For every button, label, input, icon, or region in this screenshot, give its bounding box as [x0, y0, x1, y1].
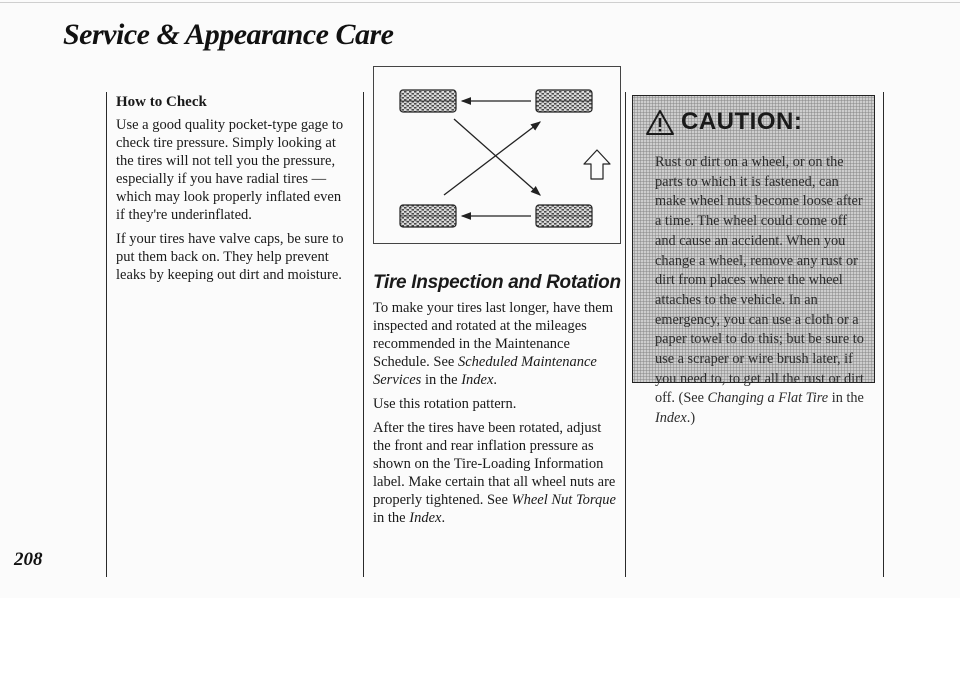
tire-rotation-paragraph-2: Use this rotation pattern. — [373, 396, 517, 412]
paragraph-text: in the — [373, 510, 410, 526]
paragraph-text: in the — [421, 372, 462, 388]
tire-rotation-paragraph-3 — [373, 419, 621, 527]
how-to-check-paragraph-2: If your tires have valve caps, be sure to put them back on. They help prevent leaks by keeping out dirt and moisture. — [116, 231, 344, 283]
caution-text — [655, 153, 870, 429]
cross-reference: Changing a Flat Tire — [707, 390, 829, 407]
index-reference: Index — [461, 372, 494, 388]
column-rule-left — [106, 92, 107, 577]
tire-rotation-heading: Tire Inspection and Rotation — [373, 272, 621, 293]
column-rule-far-right — [883, 92, 884, 577]
tire-icon — [536, 205, 592, 227]
footer-band — [0, 598, 960, 677]
tire-rotation-section — [373, 274, 621, 533]
page-title: Service & Appearance Care — [63, 18, 394, 51]
how-to-check-section — [116, 93, 352, 290]
how-to-check-paragraph-1: Use a good quality pocket-type gage to check tire pressure. Simply looking at the tires will not tell you the pressure, especially if you have radial tires — which may look properly inflated even if they're underinflated. — [116, 117, 344, 223]
cross-reference: Wheel Nut Torque — [511, 492, 616, 508]
caution-body: Rust or dirt on a wheel, or on the parts to which it is fastened, can make wheel nuts become loose after a time. The wheel could come off and cause an accident. When you change a wheel, remove any rust or dirt from places where the wheel attaches to the vehicle. In an emergency, you can use a cloth or a paper towel to do this; but be sure to use a scraper or wire brush later, if you need to, to get all the rust or dirt off. (See — [655, 154, 864, 407]
cross-reference: Scheduled Maintenance Services — [373, 354, 597, 388]
direction-arrow-icon — [584, 150, 610, 179]
caution-title: CAUTION: — [681, 108, 803, 135]
paragraph-text: . — [493, 372, 498, 388]
caution-body: in the — [828, 390, 864, 407]
paragraph-text: To make your tires last longer, have them inspected and rotated at the mileages recommended in the Maintenance Schedule. See — [373, 300, 614, 370]
how-to-check-heading: How to Check — [116, 94, 207, 110]
warning-triangle-icon — [645, 109, 675, 136]
tire-icon — [400, 205, 456, 227]
top-rule — [0, 2, 960, 3]
tire-rotation-paragraph-1 — [373, 299, 621, 389]
index-reference: Index — [655, 410, 687, 427]
arrow-icon — [454, 119, 540, 195]
tire-icon — [400, 90, 456, 112]
rotation-diagram — [373, 66, 621, 244]
caution-body: .) — [686, 410, 696, 427]
tire-icon — [536, 90, 592, 112]
caution-header — [645, 108, 802, 136]
index-reference: Index — [409, 510, 442, 526]
arrow-icon — [444, 122, 540, 195]
paragraph-text: . — [441, 510, 446, 526]
caution-box — [632, 95, 875, 427]
page-number: 208 — [14, 549, 43, 570]
paragraph-text: After the tires have been rotated, adjust the front and rear inflation pressure as shown on the Tire-Loading Information label. Make certain that all wheel nuts are properly tightened. See — [373, 420, 616, 508]
column-rule-middle — [363, 92, 364, 577]
column-rule-right — [625, 92, 626, 577]
